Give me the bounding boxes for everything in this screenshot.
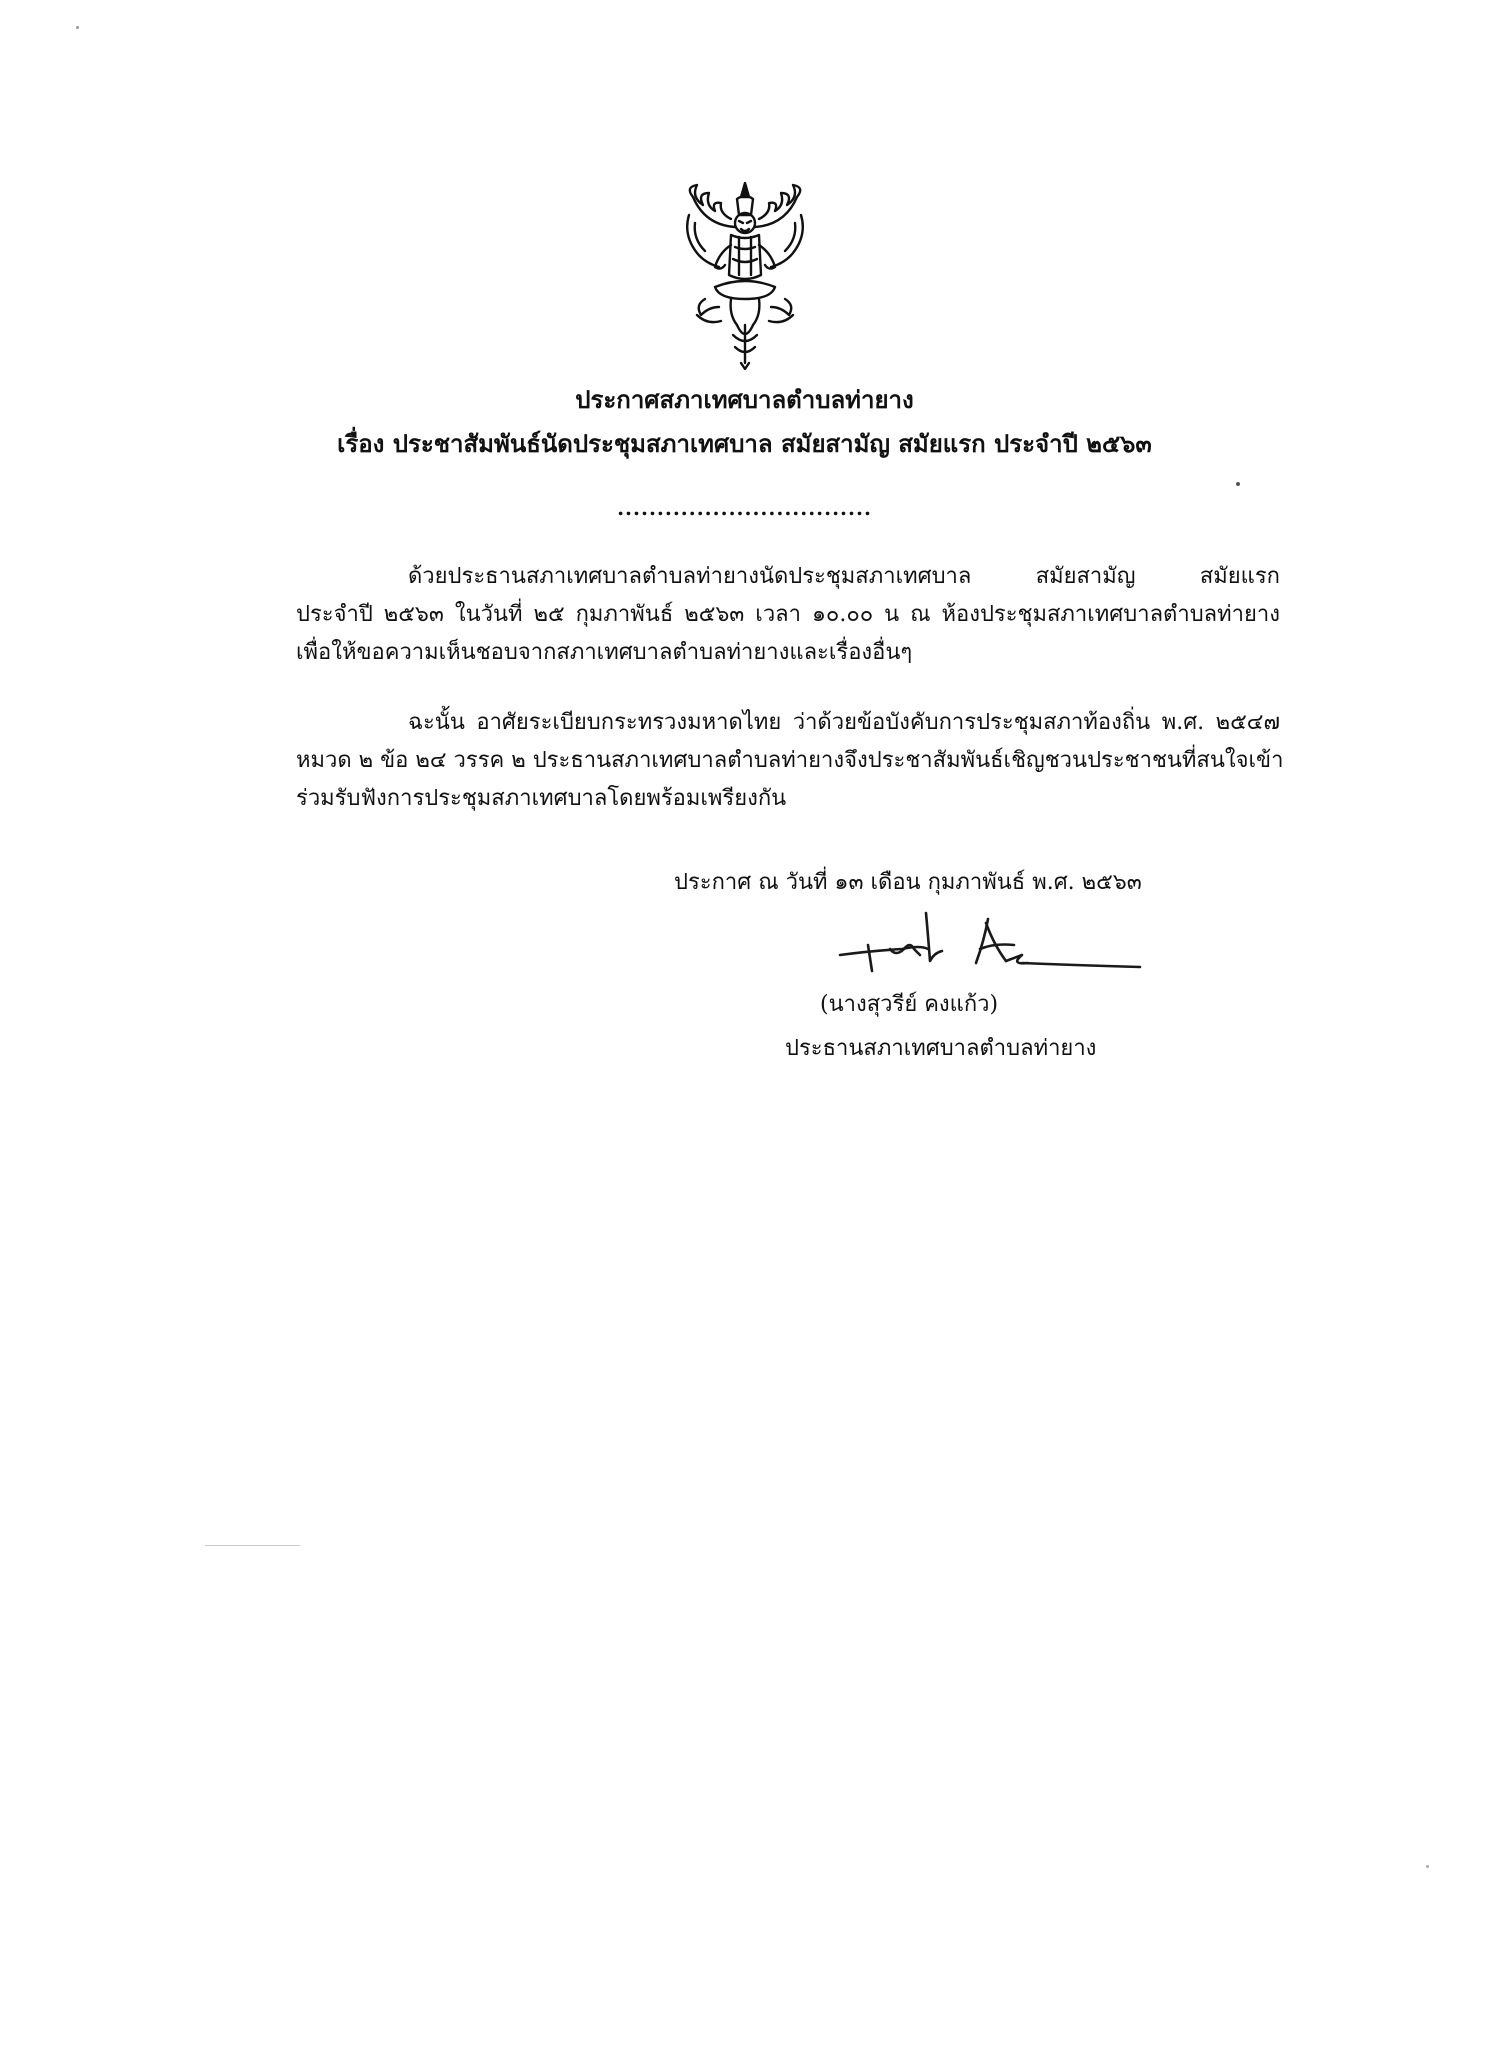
body-paragraph-2	[296, 704, 1284, 818]
announcement-date: ประกาศ ณ วันที่ ๑๓ เดือน กุมภาพันธ์ พ.ศ. ๒๕๖๓	[674, 870, 1142, 895]
paragraph-line: ด้วยประธานสภาเทศบาลตำบลท่ายางนัดประชุมสภาเทศบาล สมัยสามัญ สมัยแรก	[408, 564, 1280, 589]
paragraph-line: หมวด ๒ ข้อ ๒๔ วรรค ๒ ประธานสภาเทศบาลตำบลท่ายางจึงประชาสัมพันธ์เชิญชวนประชาชนที่สนใจเข้า	[296, 748, 1284, 773]
paragraph-line: ประจำปี ๒๕๖๓ ในวันที่ ๒๕ กุมภาพันธ์ ๒๕๖๓ เวลา ๑๐.๐๐ น ณ ห้องประชุมสภาเทศบาลตำบลท่ายาง	[296, 602, 1280, 627]
paragraph-line: ร่วมรับฟังการประชุมสภาเทศบาลโดยพร้อมเพรียงกัน	[296, 786, 787, 811]
paragraph-line: ฉะนั้น อาศัยระเบียบกระทรวงมหาดไทย ว่าด้วยข้อบังคับการประชุมสภาท้องถิ่น พ.ศ. ๒๕๔๗	[408, 710, 1280, 735]
paragraph-line: เพื่อให้ขอความเห็นชอบจากสภาเทศบาลตำบลท่ายางและเรื่องอื่นๆ	[296, 640, 913, 665]
signer-position: ประธานสภาเทศบาลตำบลท่ายาง	[785, 1036, 1097, 1061]
scan-speck	[76, 26, 79, 29]
announcement-subject: เรื่อง ประชาสัมพันธ์นัดประชุมสภาเทศบาล สมัยสามัญ สมัยแรก ประจำปี ๒๕๖๓	[337, 429, 1152, 458]
scan-speck	[1236, 482, 1240, 486]
body-paragraph-1	[296, 558, 1280, 672]
garuda-emblem-icon	[675, 175, 815, 370]
title-separator: ................................	[617, 496, 872, 520]
scan-speck	[1426, 1865, 1429, 1868]
scan-artifact-line	[205, 1545, 300, 1546]
signer-name: (นางสุวรีย์ คงแก้ว)	[820, 992, 999, 1017]
announcement-title: ประกาศสภาเทศบาลตำบลท่ายาง	[575, 385, 914, 414]
handwritten-signature	[810, 905, 1150, 985]
